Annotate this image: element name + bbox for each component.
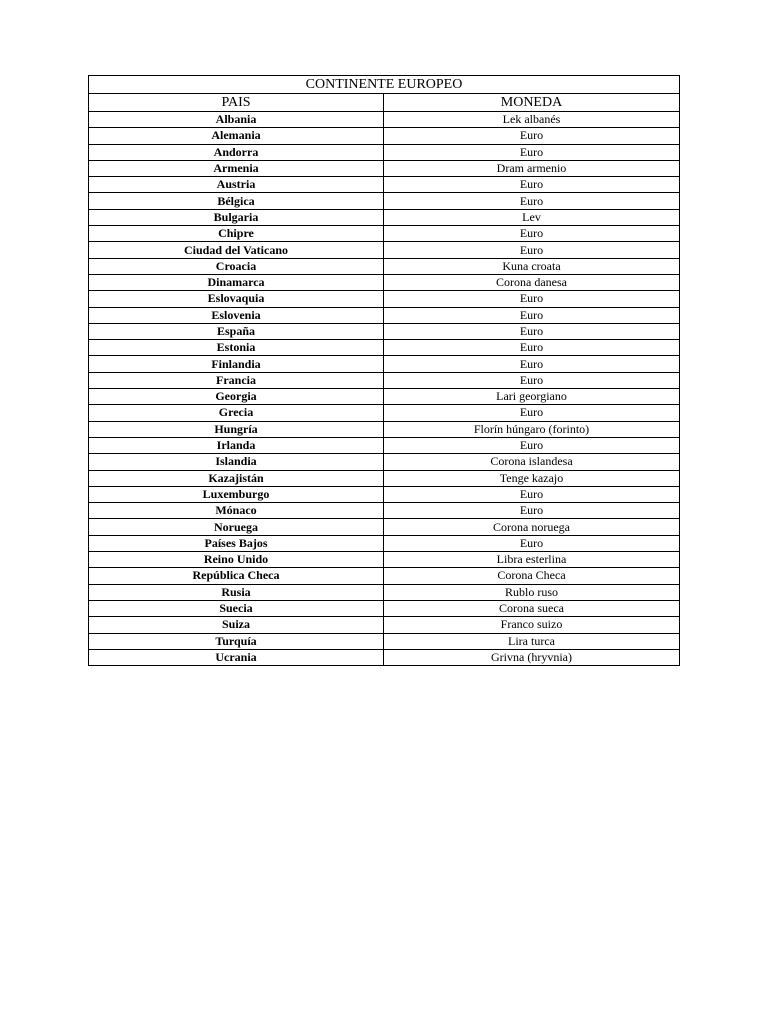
country-cell: Croacia bbox=[89, 258, 384, 274]
table-row bbox=[89, 291, 680, 307]
country-cell: Kazajistán bbox=[89, 470, 384, 486]
currency-cell: Tenge kazajo bbox=[384, 470, 680, 486]
table-row bbox=[89, 519, 680, 535]
country-cell: Suiza bbox=[89, 617, 384, 633]
table-row bbox=[89, 177, 680, 193]
table-body bbox=[89, 112, 680, 666]
table-row bbox=[89, 535, 680, 551]
country-cell: Bulgaria bbox=[89, 209, 384, 225]
column-header-currency: MONEDA bbox=[384, 94, 680, 112]
currency-cell: Corona Checa bbox=[384, 568, 680, 584]
table-title-row bbox=[89, 76, 680, 94]
country-cell: Austria bbox=[89, 177, 384, 193]
country-cell: Reino Unido bbox=[89, 552, 384, 568]
country-cell: Suecia bbox=[89, 600, 384, 616]
country-cell: Estonia bbox=[89, 340, 384, 356]
currency-cell: Dram armenio bbox=[384, 160, 680, 176]
currency-table bbox=[88, 75, 680, 666]
currency-cell: Euro bbox=[384, 144, 680, 160]
currency-cell: Corona islandesa bbox=[384, 454, 680, 470]
table-row bbox=[89, 633, 680, 649]
table-row bbox=[89, 503, 680, 519]
country-cell: Noruega bbox=[89, 519, 384, 535]
currency-cell: Euro bbox=[384, 356, 680, 372]
table-row bbox=[89, 356, 680, 372]
table-header-row bbox=[89, 94, 680, 112]
table-row bbox=[89, 112, 680, 128]
country-cell: Albania bbox=[89, 112, 384, 128]
country-cell: Ciudad del Vaticano bbox=[89, 242, 384, 258]
currency-cell: Euro bbox=[384, 177, 680, 193]
country-cell: Bélgica bbox=[89, 193, 384, 209]
table-row bbox=[89, 389, 680, 405]
currency-cell: Euro bbox=[384, 486, 680, 502]
currency-cell: Euro bbox=[384, 503, 680, 519]
table-row bbox=[89, 226, 680, 242]
currency-cell: Euro bbox=[384, 226, 680, 242]
currency-cell: Euro bbox=[384, 128, 680, 144]
table-row bbox=[89, 568, 680, 584]
table-row bbox=[89, 372, 680, 388]
country-cell: Luxemburgo bbox=[89, 486, 384, 502]
country-cell: Francia bbox=[89, 372, 384, 388]
table-row bbox=[89, 258, 680, 274]
currency-cell: Euro bbox=[384, 323, 680, 339]
country-cell: Hungría bbox=[89, 421, 384, 437]
country-cell: Mónaco bbox=[89, 503, 384, 519]
country-cell: Rusia bbox=[89, 584, 384, 600]
country-cell: Irlanda bbox=[89, 437, 384, 453]
currency-cell: Euro bbox=[384, 405, 680, 421]
country-cell: Ucrania bbox=[89, 649, 384, 665]
column-header-country: PAIS bbox=[89, 94, 384, 112]
country-cell: Armenia bbox=[89, 160, 384, 176]
table-row bbox=[89, 486, 680, 502]
currency-cell: Kuna croata bbox=[384, 258, 680, 274]
table-row bbox=[89, 405, 680, 421]
table-row bbox=[89, 274, 680, 290]
currency-cell: Lek albanés bbox=[384, 112, 680, 128]
currency-cell: Euro bbox=[384, 437, 680, 453]
currency-cell: Euro bbox=[384, 193, 680, 209]
table-row bbox=[89, 242, 680, 258]
currency-cell: Lira turca bbox=[384, 633, 680, 649]
table-row bbox=[89, 470, 680, 486]
table-row bbox=[89, 209, 680, 225]
table-row bbox=[89, 193, 680, 209]
table-row bbox=[89, 552, 680, 568]
table-row bbox=[89, 307, 680, 323]
country-cell: Finlandia bbox=[89, 356, 384, 372]
country-cell: Dinamarca bbox=[89, 274, 384, 290]
table-row bbox=[89, 128, 680, 144]
table-row bbox=[89, 649, 680, 665]
table-row bbox=[89, 144, 680, 160]
currency-cell: Grivna (hryvnia) bbox=[384, 649, 680, 665]
currency-cell: Euro bbox=[384, 535, 680, 551]
table-row bbox=[89, 160, 680, 176]
country-cell: Países Bajos bbox=[89, 535, 384, 551]
country-cell: Eslovaquia bbox=[89, 291, 384, 307]
country-cell: Georgia bbox=[89, 389, 384, 405]
currency-cell: Lari georgiano bbox=[384, 389, 680, 405]
country-cell: Islandia bbox=[89, 454, 384, 470]
currency-cell: Florín húngaro (forinto) bbox=[384, 421, 680, 437]
country-cell: Grecia bbox=[89, 405, 384, 421]
country-cell: República Checa bbox=[89, 568, 384, 584]
country-cell: Andorra bbox=[89, 144, 384, 160]
currency-cell: Euro bbox=[384, 307, 680, 323]
currency-cell: Libra esterlina bbox=[384, 552, 680, 568]
table-row bbox=[89, 600, 680, 616]
country-cell: Chipre bbox=[89, 226, 384, 242]
country-cell: Eslovenia bbox=[89, 307, 384, 323]
currency-cell: Lev bbox=[384, 209, 680, 225]
table-row bbox=[89, 584, 680, 600]
country-cell: España bbox=[89, 323, 384, 339]
table-row bbox=[89, 617, 680, 633]
currency-cell: Corona sueca bbox=[384, 600, 680, 616]
currency-cell: Euro bbox=[384, 340, 680, 356]
country-cell: Alemania bbox=[89, 128, 384, 144]
table-row bbox=[89, 323, 680, 339]
table-row bbox=[89, 437, 680, 453]
currency-cell: Corona noruega bbox=[384, 519, 680, 535]
table-title: CONTINENTE EUROPEO bbox=[89, 76, 680, 94]
currency-cell: Franco suizo bbox=[384, 617, 680, 633]
table-row bbox=[89, 421, 680, 437]
table-row bbox=[89, 454, 680, 470]
country-cell: Turquía bbox=[89, 633, 384, 649]
currency-cell: Euro bbox=[384, 372, 680, 388]
currency-cell: Euro bbox=[384, 242, 680, 258]
currency-cell: Rublo ruso bbox=[384, 584, 680, 600]
currency-cell: Corona danesa bbox=[384, 274, 680, 290]
table-row bbox=[89, 340, 680, 356]
currency-cell: Euro bbox=[384, 291, 680, 307]
